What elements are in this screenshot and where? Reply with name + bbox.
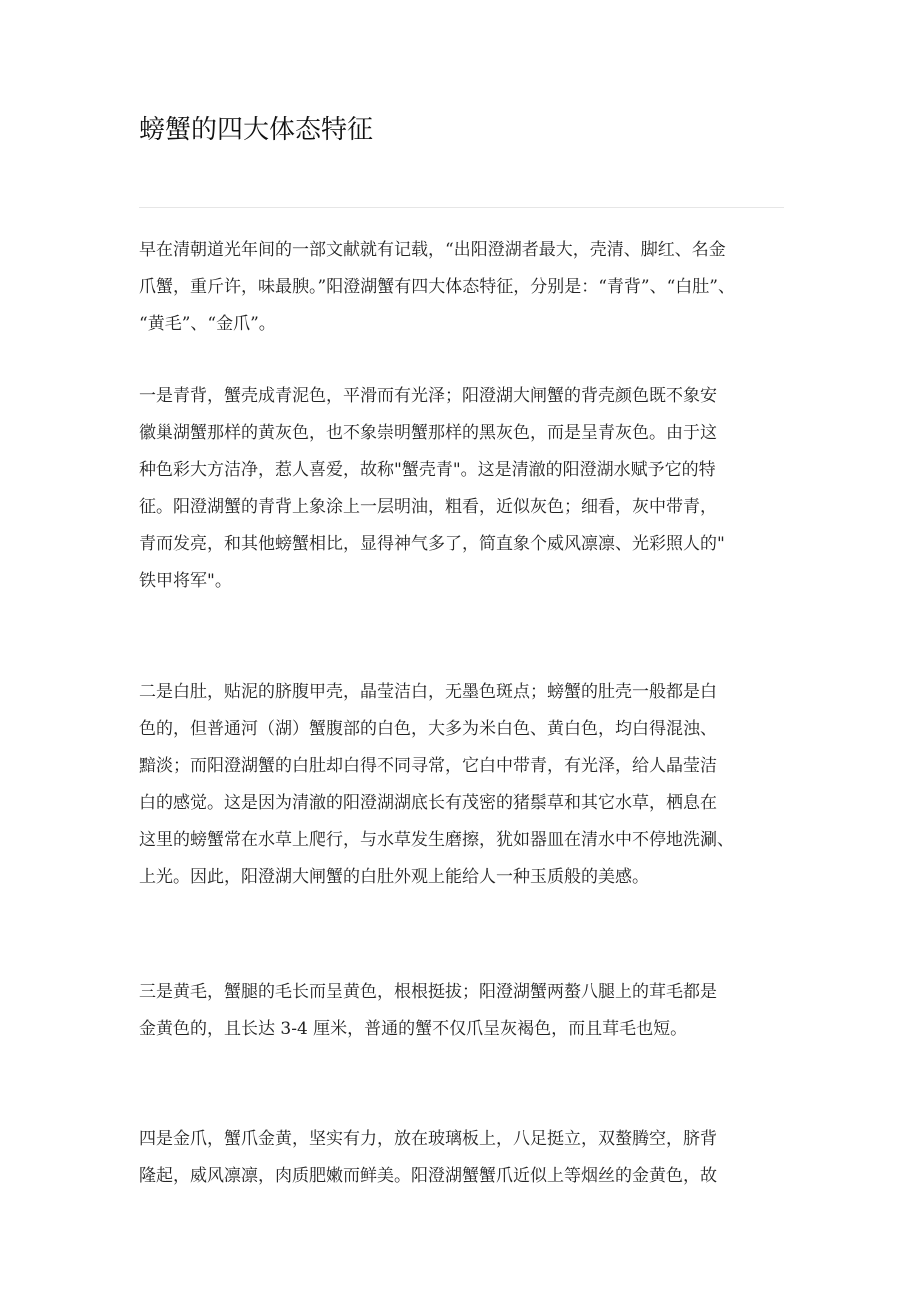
text-line: 金黄色的，且长达 3-4 厘米，普通的蟹不仅爪呈灰褐色，而且茸毛也短。 [139,1019,688,1039]
text-line: “黄毛”、“金爪”。 [139,314,276,334]
title-divider [139,207,784,208]
text-line: 色的，但普通河（湖）蟹腹部的白色，大多为米白色、黄白色，均白得混浊、 [139,719,717,739]
paragraph-yellow-hair [139,974,839,1048]
text-line: 征。阳澄湖蟹的青背上象涂上一层明油，粗看，近似灰色；细看，灰中带青， [139,497,717,517]
text-line: 白的感觉。这是因为清澈的阳澄湖湖底长有茂密的猪鬃草和其它水草，栖息在 [139,793,717,813]
paragraph-intro [139,232,839,343]
text-line: 青而发亮，和其他螃蟹相比，显得神气多了，简直象个威风凛凛、光彩照人的" [139,534,725,554]
text-line: 隆起，威风凛凛，肉质肥嫩而鲜美。阳澄湖蟹蟹爪近似上等烟丝的金黄色，故 [139,1166,717,1186]
text-line: 二是白肚，贴泥的脐腹甲壳，晶莹洁白，无墨色斑点；螃蟹的肚壳一般都是白 [139,682,717,702]
text-line: 早在清朝道光年间的一部文献就有记载，“出阳澄湖者最大，壳清、脚红、名金 [139,240,726,260]
text-line: 四是金爪，蟹爪金黄，坚实有力，放在玻璃板上，八足挺立，双螯腾空，脐背 [139,1129,717,1149]
paragraph-golden-claws [139,1121,839,1195]
paragraph-white-belly [139,674,839,896]
text-line: 种色彩大方洁净，惹人喜爱，故称"蟹壳青"。这是清澈的阳澄湖水赋予它的特 [139,460,716,480]
paragraph-green-back [139,378,839,600]
text-line: 爪蟹，重斤许，味最腴。”阳澄湖蟹有四大体态特征，分别是：“青背”、“白肚”、 [139,277,735,297]
text-line: 铁甲将军"。 [139,571,232,591]
text-line: 一是青背，蟹壳成青泥色，平滑而有光泽；阳澄湖大闸蟹的背壳颜色既不象安 [139,386,717,406]
text-line: 上光。因此，阳澄湖大闸蟹的白肚外观上能给人一种玉质般的美感。 [139,867,649,887]
text-line: 三是黄毛，蟹腿的毛长而呈黄色，根根挺拔；阳澄湖蟹两螯八腿上的茸毛都是 [139,982,717,1002]
text-line: 徽巢湖蟹那样的黄灰色，也不象崇明蟹那样的黑灰色，而是呈青灰色。由于这 [139,423,717,443]
document-title: 螃蟹的四大体态特征 [139,115,374,145]
text-line: 这里的螃蟹常在水草上爬行，与水草发生磨擦，犹如器皿在清水中不停地洗涮、 [139,830,734,850]
text-line: 黯淡；而阳澄湖蟹的白肚却白得不同寻常，它白中带青，有光泽，给人晶莹洁 [139,756,717,776]
